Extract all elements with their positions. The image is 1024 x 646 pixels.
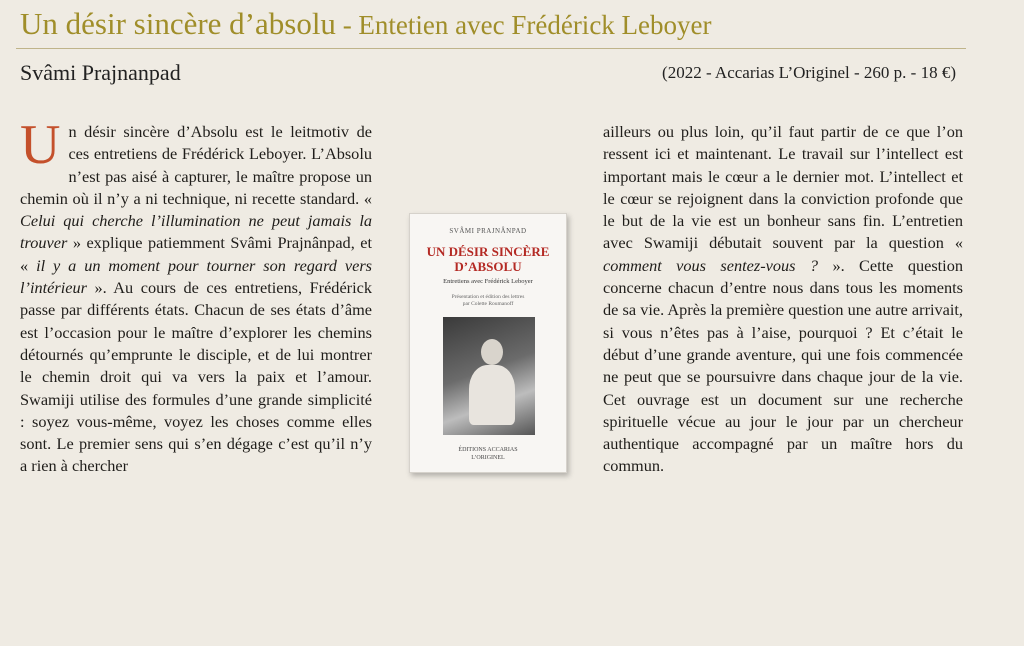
book-cover-publisher-line: L’ORIGINEL	[471, 455, 505, 461]
book-cover-title-line: D’ABSOLU	[454, 259, 522, 274]
author-name: Svâmi Prajnanpad	[20, 60, 181, 85]
article-title	[20, 2, 1010, 47]
text-span: n désir sincère d’Absolu est le leitmotiv de ces entretiens de Frédérick Leboyer. L’Absolu n’est pas aisé à capturer, le maître propose un chemin où il n’y a ni technique, ni recette standard. «	[20, 122, 372, 208]
photo-figure-body	[469, 365, 515, 425]
book-cover-note-line: par Colette Roumanoff	[462, 301, 514, 307]
book-cover-subtitle: Entretiens avec Frédérick Leboyer	[443, 278, 533, 285]
left-column	[20, 114, 372, 478]
text-span: ailleurs ou plus loin, qu’il faut partir de ce que l’on ressent ici et maintenant. Le travail sur l’intellect est important mais le cœur a le dernier mot. L’intellect et le cœur se rejoignent dans la conviction profonde que le but de la vie est un bonheur sans fin. L’entretien avec Swamiji débutait souvent par la question «	[603, 122, 963, 253]
title-main: Un désir sincère d’absolu	[20, 6, 336, 41]
book-cover-title	[410, 244, 566, 274]
left-paragraph	[20, 114, 372, 478]
right-column	[603, 121, 963, 478]
book-cover-image	[409, 213, 567, 473]
right-paragraph	[603, 121, 963, 478]
drop-cap: U	[20, 114, 61, 176]
title-divider	[16, 48, 966, 49]
book-cover-publisher	[410, 446, 566, 462]
publication-info: (2022 - Accarias L’Originel - 260 p. - 18 €)	[662, 63, 956, 82]
quote-span: comment vous sentez-vous ?	[603, 255, 819, 275]
book-cover-note-line: Présentation et édition des lettres	[451, 294, 525, 300]
book-cover-note	[410, 294, 566, 308]
book-cover-title-line: UN DÉSIR SINCÈRE	[426, 244, 550, 259]
photo-figure-head	[481, 339, 503, 365]
text-span: » explique patiemment Svâmi Prajnânpad, et «	[20, 233, 372, 275]
book-cover-publisher-line: ÉDITIONS ACCARIAS	[458, 447, 518, 453]
quote-span: il y a un moment pour tourner son regard vers l’intérieur	[20, 255, 372, 298]
title-subtitle: - Entetien avec Frédérick Leboyer	[335, 10, 712, 40]
book-cover-author: SVÂMI PRAJNÂNPAD	[449, 227, 527, 235]
quote-span: Celui qui cherche l’illumination ne peut jamais la trouver	[20, 211, 372, 253]
book-cover-photo	[443, 317, 535, 435]
text-span: ». Cette question concerne chacun d’entre nous dans tous les moments de sa vie. Après la première question une autre arrivait, si vous n’êtes pas à l’aise, pourquoi ? Et c’était le début d’une grande aventure, qui une fois commencée ne peut que se poursuivre dans chaque jour de la vie. Cet ouvrage est un document sur une recherche spirituelle vécue au jour le jour par un chercheur authentique accompagné par un maître hors du commun.	[603, 255, 963, 476]
text-span: ». Au cours de ces entretiens, Frédérick passe par différents états. Chacun de ses états d’âme est l’occasion pour le maître d’explorer les chemins détournés qu’emprunte le disciple, et de lui montrer le chemin droit qui va vers la paix et l’amour. Swamiji utilise des formules d’une grande simplicité : soyez vous-même, voyez les choses comme elles sont. Le premier sens qui s’en dégage c’est qu’il n’y a rien à chercher	[20, 278, 372, 476]
